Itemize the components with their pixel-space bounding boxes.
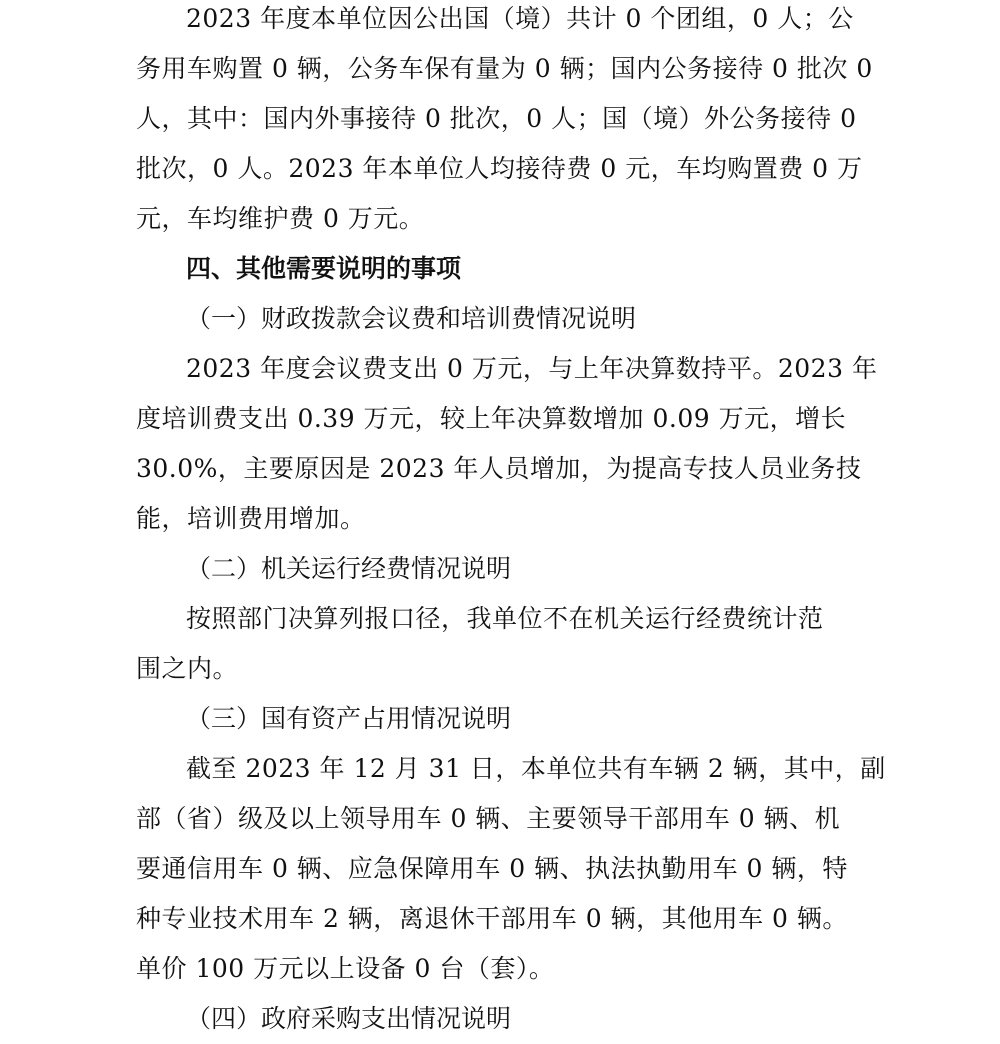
text-line: 单价 100 万元以上设备 0 台（套）。 (136, 954, 555, 983)
text-line: 围之内。 (136, 654, 239, 683)
paragraph-meeting-training (136, 344, 876, 544)
section-heading-other-matters: 四、其他需要说明的事项 (186, 254, 462, 283)
text-line: 30.0%，主要原因是 2023 年人员增加，为提高专技人员业务技 (136, 454, 862, 483)
subsection-heading-state-assets: （三）国有资产占用情况说明 (186, 704, 512, 733)
text-line: 要通信用车 0 辆、应急保障用车 0 辆、执法执勤用车 0 辆，特 (136, 854, 848, 883)
text-line: 2023 年度本单位因公出国（境）共计 0 个团组，0 人；公 (186, 4, 854, 33)
text-line: 种专业技术用车 2 辆，离退休干部用车 0 辆，其他用车 0 辆。 (136, 904, 848, 933)
text-line: 部（省）级及以上领导用车 0 辆、主要领导干部用车 0 辆、机 (136, 804, 841, 833)
document-page (136, 0, 886, 1044)
text-line: 批次，0 人。2023 年本单位人均接待费 0 元，车均购置费 0 万 (136, 154, 863, 183)
paragraph-vehicles-receptions (136, 0, 876, 244)
subsection-heading-government-procurement: （四）政府采购支出情况说明 (186, 1004, 512, 1033)
text-line: 2023 年度会议费支出 0 万元，与上年决算数持平。2023 年 (186, 354, 878, 383)
paragraph-operating-funds (136, 594, 876, 694)
text-line: 截至 2023 年 12 月 31 日，本单位共有车辆 2 辆，其中，副 (186, 754, 886, 783)
subsection-heading-operating-funds: （二）机关运行经费情况说明 (186, 554, 512, 583)
text-line: 能，培训费用增加。 (136, 504, 366, 533)
paragraph-state-assets (136, 744, 886, 994)
subsection-heading-meeting-training: （一）财政拨款会议费和培训费情况说明 (186, 304, 637, 333)
text-line: 人，其中：国内外事接待 0 批次，0 人；国（境）外公务接待 0 (136, 104, 857, 133)
text-line: 务用车购置 0 辆，公务车保有量为 0 辆；国内公务接待 0 批次 0 (136, 54, 873, 83)
text-line: 元，车均维护费 0 万元。 (136, 204, 425, 233)
text-line: 度培训费支出 0.39 万元，较上年决算数增加 0.09 万元，增长 (136, 404, 847, 433)
text-line: 按照部门决算列报口径，我单位不在机关运行经费统计范 (186, 604, 824, 633)
